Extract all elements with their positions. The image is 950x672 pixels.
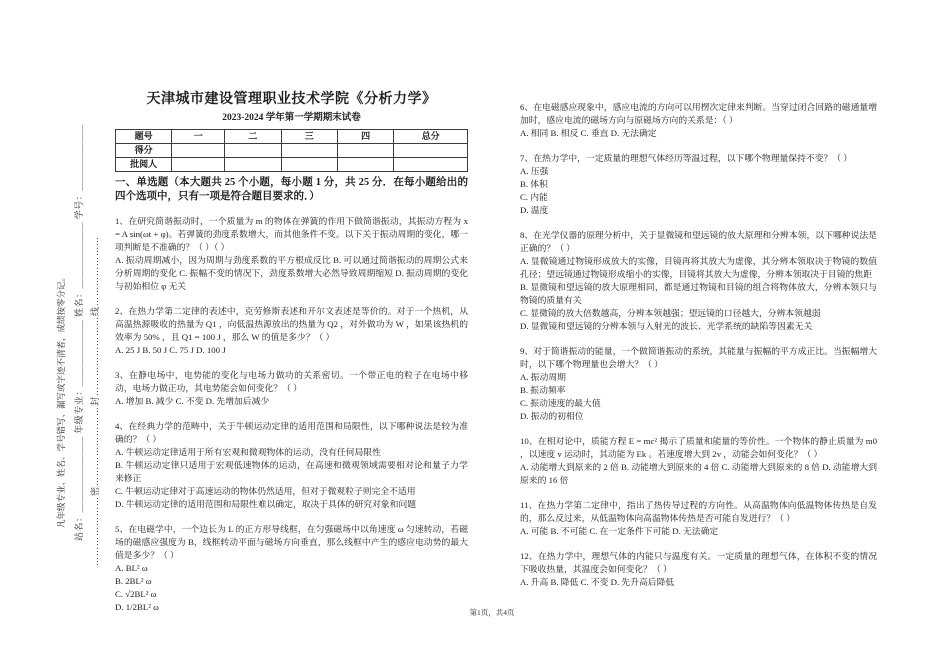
question-7 (520, 152, 877, 217)
question-options: A. 25 J B. 50 J C. 75 J D. 100 J (115, 345, 226, 355)
paper-subtitle: 2023-2024 学年第一学期期末试卷 (222, 113, 361, 123)
question-stem: 2、在热力学第二定律的表述中，克劳修斯表述和开尔文表述是等价的。对于一个热机，从高温热源吸收的热量为 Q1 ，向低温热源放出的热量为 Q2 ，对外做功为 W ，如果该热机的效率为 50% ，且 Q1 = 100 J ，那么 W 的值是多少？（ ） (115, 306, 468, 342)
question-option-d: D. 振动的初相位 (520, 411, 584, 421)
question-option-b: B. 2BL² ω (115, 576, 152, 586)
question-option-a: A. BL² ω (115, 563, 148, 573)
question-option-a: A. 振动周期 (520, 372, 566, 382)
page-number-footer: 第1页，共4页 (469, 608, 515, 617)
paper-title: 天津城市建设管理职业技术学院《分析力学》 (146, 92, 437, 107)
score-table-header-cell: 三 (281, 130, 337, 144)
question-stem: 7、在热力学中，一定质量的理想气体经历等温过程，以下哪个物理量保持不变？（ ） (520, 153, 853, 163)
question-option-c: C. √2BL² ω (115, 589, 157, 599)
question-option-c: C. 显微镜的放大倍数越高，分辨本领越强；望远镜的口径越大，分辨本领越弱 (520, 308, 821, 318)
score-table-header-cell: 总分 (394, 130, 468, 144)
question-6 (520, 101, 877, 140)
score-cell (281, 144, 337, 158)
question-option-c: C. 内能 (520, 192, 548, 202)
right-column (520, 101, 877, 589)
question-option-d: D. 牛顿运动定律的适用范围和局限性难以确定，取决于具体的研究对象和问题 (115, 499, 417, 509)
section-heading: 一、单选题（本大题共 25 个小题，每小题 1 分，共 25 分．在每小题给出的四个选项中，只有一项是符合题目要求的．） (115, 177, 468, 202)
reviewer-row (116, 158, 468, 172)
score-cell (394, 144, 468, 158)
question-option-a: A. 压强 (520, 166, 549, 176)
question-9 (520, 345, 877, 423)
question-option-a: A. 牛顿运动定律适用于所有宏观和微观物体的运动，没有任何局限性 (115, 447, 381, 457)
question-options: A. 动能增大到原来的 2 倍 B. 动能增大到原来的 4 倍 C. 动能增大到原来的 8 倍 D. 动能增大到原来的 16 倍 (520, 462, 877, 485)
question-option-b: B. 牛顿运动定律只适用于宏观低速物体的运动，在高速和微观领域需要相对论和量子力学来修正 (115, 460, 468, 483)
question-3 (115, 369, 468, 408)
question-stem: 8、在光学仪器的原理分析中，关于显微镜和望远镜的放大原理和分辨本领，以下哪种说法是正确的？（ ） (520, 230, 877, 253)
question-option-b: B. 显微镜和望远镜的放大原理相同，都是通过物镜和目镜的组合将物体放大，分辨本领只与物镜的质量有关 (520, 282, 877, 305)
question-10 (520, 435, 877, 487)
question-stem: 12、在热力学中，理想气体的内能只与温度有关。一定质量的理想气体，在体积不变的情况下吸收热量，其温度会如何变化？（ ） (520, 551, 877, 574)
question-2 (115, 305, 468, 357)
question-stem: 6、在电磁感应现象中，感应电流的方向可以用楞次定律来判断。当穿过闭合回路的磁通量增加时，感应电流的磁场方向与原磁场方向的关系是：（ ） (520, 102, 877, 125)
score-cell (172, 144, 225, 158)
question-options: A. 相同 B. 相反 C. 垂直 D. 无法确定 (520, 128, 657, 138)
question-options: A. 升高 B. 降低 C. 不变 D. 先升高后降低 (520, 577, 675, 587)
question-stem: 1、在研究简谐振动时，一个质量为 m 的物体在弹簧的作用下做简谐振动，其振动方程为 x = A sin(ωt + φ)。若弹簧的劲度系数增大，而其他条件不变。以下关于振动周期的变化，哪一项判断是不准确的？（ ）（ ） (115, 216, 468, 252)
question-4 (115, 420, 468, 511)
seal-margin-warning-text: 凡年级专业、姓名、学号错写、漏写或字迹不清者，成绩按零分记。 (56, 272, 66, 528)
question-option-c: C. 牛顿运动定律对于高速运动的物体仍然适用，但对于微观粒子则完全不适用 (115, 486, 416, 496)
score-table-header-cell: 题号 (116, 130, 172, 144)
left-column (115, 92, 468, 614)
score-table (115, 129, 468, 172)
reviewer-row-label: 批阅人 (116, 158, 172, 172)
score-row-label: 得分 (116, 144, 172, 158)
seal-dotted-line: …………………密……………………封……………………线………………… (90, 235, 100, 566)
question-stem: 9、对于简谐振动的能量，一个做简谐振动的系统，其能量与振幅的平方成正比。当振幅增大时，以下哪个物理量也会增大？（ ） (520, 346, 877, 369)
reviewer-cell (337, 158, 393, 172)
question-5 (115, 523, 468, 614)
question-options: A. 振动周期减小，因为周期与劲度系数的平方根成反比 B. 可以通过简谐振动的周期公式来分析周期的变化 C. 振幅不变的情况下，劲度系数增大必然导致周期缩短 D. 振动周期的变化与初始相位 φ 无关 (115, 255, 468, 291)
score-cell (225, 144, 281, 158)
question-stem: 10、在相对论中，质能方程 E = mc² 揭示了质量和能量的等价性。一个物体的静止质量为 m0 ，以速度 v 运动时，其动能为 Ek 。若速度增大到 2v ，动能会如何变化？（ ） (520, 436, 877, 459)
question-1 (115, 215, 468, 293)
question-stem: 11、在热力学第二定律中，指出了热传导过程的方向性。从高温物体向低温物体传热是自发的，那么反过来，从低温物体向高温物体传热是否可能自发进行？（ ） (520, 500, 877, 523)
question-option-d: D. 显微镜和望远镜的分辨本领与入射光的波长、光学系统的缺陷等因素无关 (520, 321, 813, 331)
question-option-b: B. 振动频率 (520, 385, 566, 395)
score-row (116, 144, 468, 158)
question-stem: 5、在电磁学中，一个边长为 L 的正方形导线框，在匀强磁场中以角速度 ω 匀速转动，若磁场的磁感应强度为 B，线框转动平面与磁场方向垂直，那么线框中产生的感应电动势的最大值是多少？（ ） (115, 524, 468, 560)
question-option-d: D. 温度 (520, 205, 549, 215)
reviewer-cell (172, 158, 225, 172)
question-option-a: A. 显微镜通过物镜形成放大的实像，目镜再将其放大为虚像，其分辨本领取决于物镜的数值孔径；望远镜通过物镜形成缩小的实像，目镜将其放大为虚像，分辨本领取决于目镜的焦距 (520, 256, 877, 279)
question-stem: 4、在经典力学的范畴中，关于牛顿运动定律的适用范围和局限性，以下哪种说法是较为准确的？（ ） (115, 421, 468, 444)
score-table-header-row (116, 130, 468, 144)
question-options: A. 增加 B. 减少 C. 不变 D. 先增加后减少 (115, 396, 270, 406)
reviewer-cell (394, 158, 468, 172)
score-table-header-cell: 四 (337, 130, 393, 144)
question-option-c: C. 振动速度的最大值 (520, 398, 601, 408)
question-11 (520, 499, 877, 538)
reviewer-cell (225, 158, 281, 172)
score-table-header-cell: 二 (225, 130, 281, 144)
question-8 (520, 229, 877, 333)
question-option-d: D. 1/2BL² ω (115, 602, 159, 612)
score-cell (337, 144, 393, 158)
question-stem: 3、在静电场中，电势能的变化与电场力做功的关系密切。一个带正电的粒子在电场中移动，电场力做正功，其电势能会如何变化？（ ） (115, 370, 468, 393)
question-12 (520, 550, 877, 589)
student-info-fields-line: 站名：＿＿＿＿＿＿＿＿ 年级专业：＿＿＿＿＿＿＿ 姓名：＿＿＿＿＿＿＿ 学号：＿＿＿＿＿＿＿ (74, 124, 84, 541)
reviewer-cell (281, 158, 337, 172)
question-option-b: B. 体积 (520, 179, 548, 189)
score-table-header-cell: 一 (172, 130, 225, 144)
question-options: A. 可能 B. 不可能 C. 在一定条件下可能 D. 无法确定 (520, 526, 719, 536)
